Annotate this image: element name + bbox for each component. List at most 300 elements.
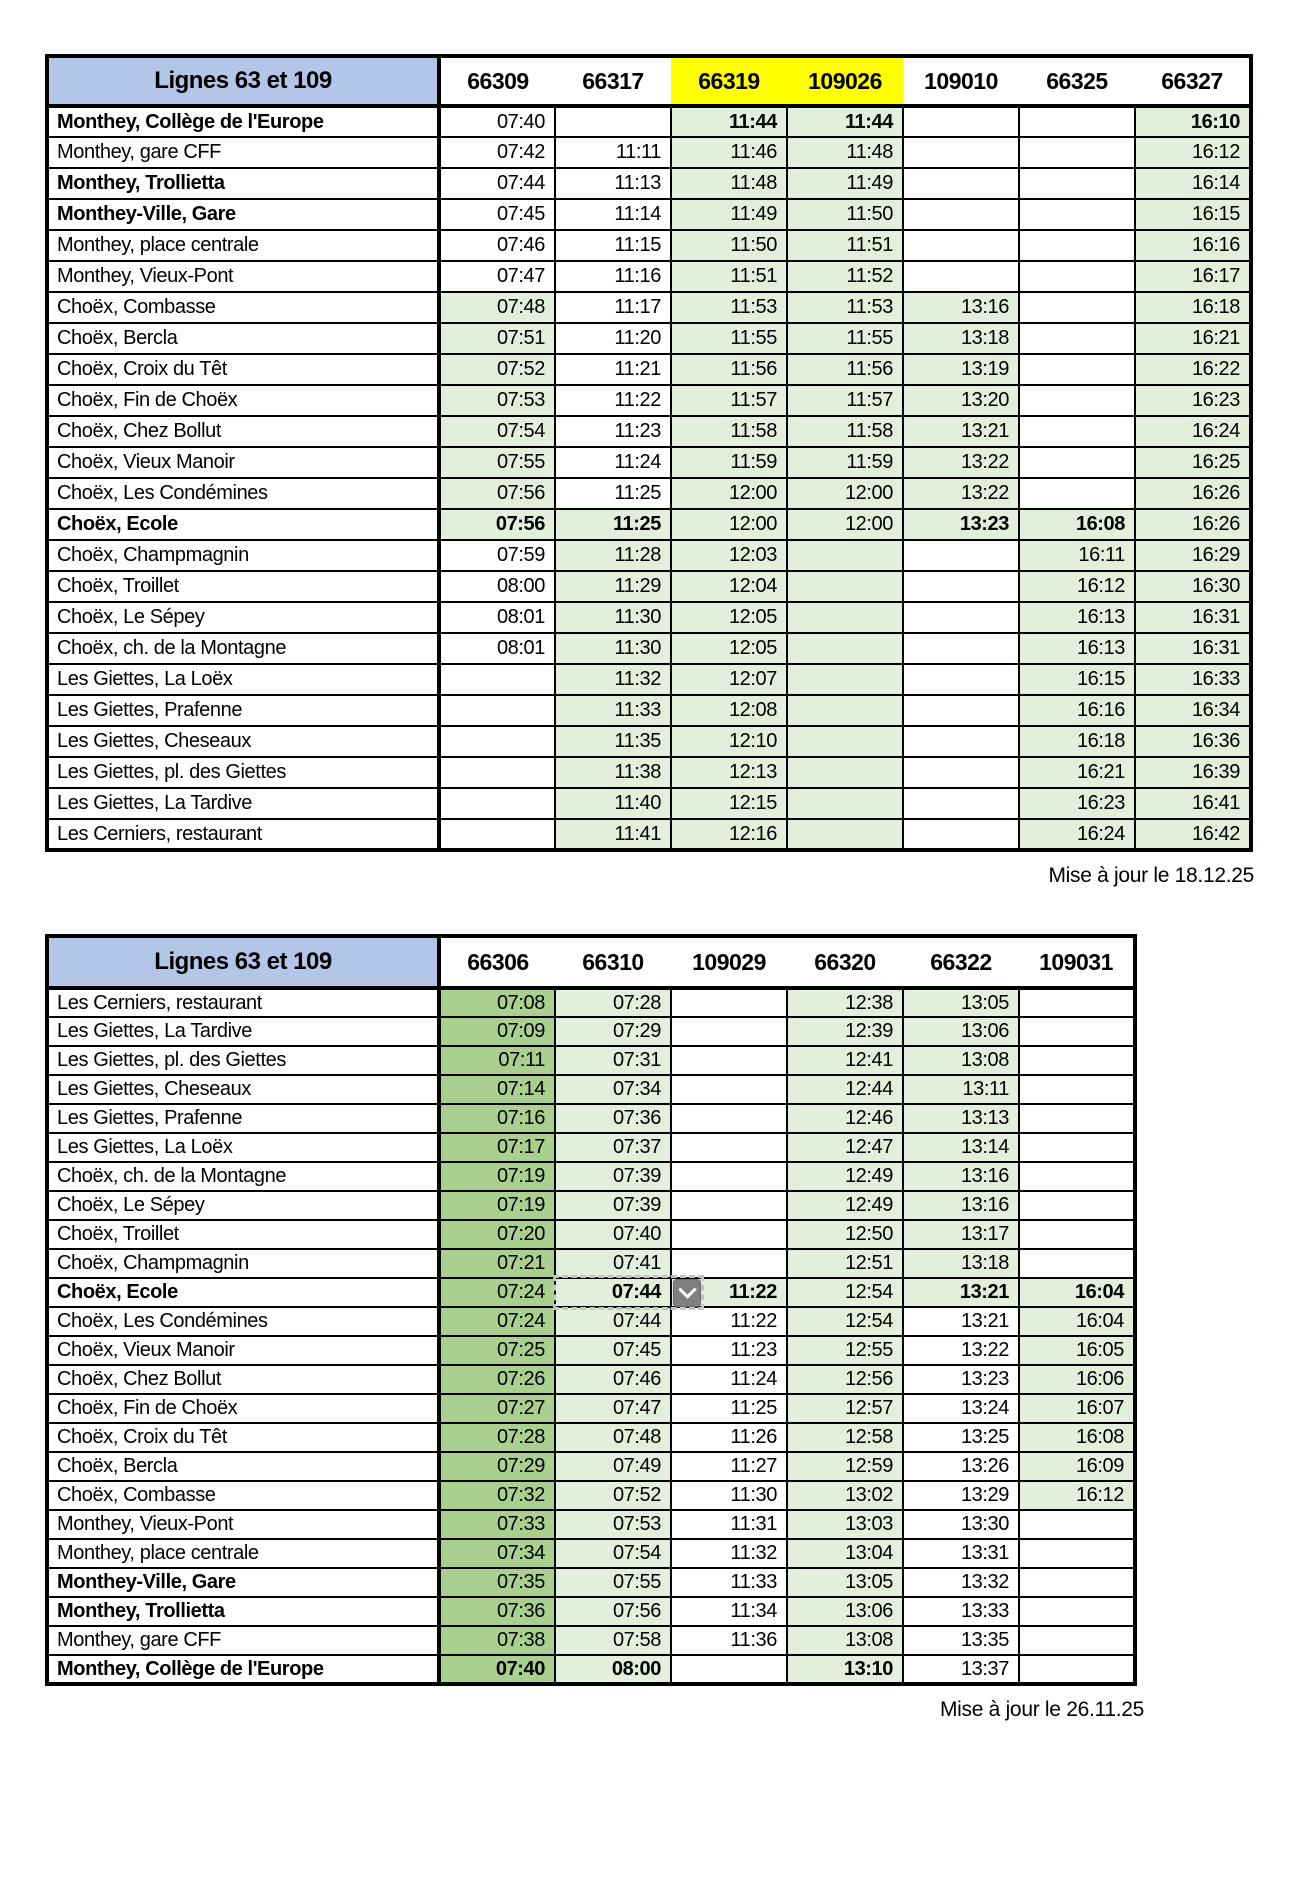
time-cell <box>1019 1510 1135 1539</box>
time-cell: 13:21 <box>903 1278 1019 1307</box>
time-cell: 13:20 <box>903 385 1019 416</box>
time-cell: 16:13 <box>1019 602 1135 633</box>
time-cell <box>671 1655 787 1684</box>
stop-cell: Choëx, Le Sépey <box>47 602 439 633</box>
time-cell <box>671 1191 787 1220</box>
stop-cell: Choëx, Chez Bollut <box>47 416 439 447</box>
table-row <box>47 1336 1135 1365</box>
time-cell: 07:56 <box>555 1597 671 1626</box>
time-cell: 07:35 <box>439 1568 555 1597</box>
stop-cell: Monthey, gare CFF <box>47 137 439 168</box>
time-cell: 11:51 <box>787 230 903 261</box>
stop-cell: Choëx, Champmagnin <box>47 540 439 571</box>
stop-cell: Choëx, ch. de la Montagne <box>47 633 439 664</box>
column-header-course: 66327 <box>1135 56 1251 106</box>
time-cell <box>671 1075 787 1104</box>
time-cell <box>1019 1075 1135 1104</box>
time-cell: 07:36 <box>439 1597 555 1626</box>
time-cell: 16:26 <box>1135 509 1251 540</box>
time-cell: 13:21 <box>903 1307 1019 1336</box>
time-cell: 12:47 <box>787 1133 903 1162</box>
time-cell: 13:14 <box>903 1133 1019 1162</box>
time-cell: 13:21 <box>903 416 1019 447</box>
time-cell: 11:24 <box>555 447 671 478</box>
time-cell <box>1019 1017 1135 1046</box>
table-row <box>47 1394 1135 1423</box>
time-cell: 07:48 <box>555 1423 671 1452</box>
table-row <box>47 726 1251 757</box>
header-row <box>47 56 1251 106</box>
time-cell: 07:55 <box>555 1568 671 1597</box>
time-cell: 16:12 <box>1135 137 1251 168</box>
time-cell: 11:35 <box>555 726 671 757</box>
update-note: Mise à jour le 18.12.25 <box>1048 864 1254 887</box>
stop-cell: Monthey-Ville, Gare <box>47 199 439 230</box>
time-cell: 13:03 <box>787 1510 903 1539</box>
stop-cell: Monthey, Collège de l'Europe <box>47 1655 439 1684</box>
stop-cell: Choëx, Fin de Choëx <box>47 385 439 416</box>
time-cell <box>903 106 1019 137</box>
stop-cell: Choëx, Combasse <box>47 292 439 323</box>
time-cell: 12:46 <box>787 1104 903 1133</box>
time-cell: 11:44 <box>671 106 787 137</box>
time-cell <box>1019 447 1135 478</box>
time-cell: 11:40 <box>555 788 671 819</box>
table-row <box>47 168 1251 199</box>
time-cell: 12:05 <box>671 602 787 633</box>
time-cell: 07:36 <box>555 1104 671 1133</box>
stop-cell: Monthey, Collège de l'Europe <box>47 106 439 137</box>
time-cell: 07:28 <box>439 1423 555 1452</box>
time-cell: 07:39 <box>555 1162 671 1191</box>
time-cell: 13:06 <box>903 1017 1019 1046</box>
time-cell: 13:31 <box>903 1539 1019 1568</box>
time-cell: 11:58 <box>671 416 787 447</box>
time-cell: 12:59 <box>787 1452 903 1481</box>
time-cell <box>787 602 903 633</box>
time-cell <box>1019 1046 1135 1075</box>
time-cell: 13:22 <box>903 1336 1019 1365</box>
time-cell <box>439 788 555 819</box>
time-cell: 11:20 <box>555 323 671 354</box>
time-cell: 07:29 <box>439 1452 555 1481</box>
time-cell: 07:19 <box>439 1191 555 1220</box>
time-cell: 13:25 <box>903 1423 1019 1452</box>
stop-cell: Choëx, Champmagnin <box>47 1249 439 1278</box>
time-cell: 07:58 <box>555 1626 671 1655</box>
time-cell <box>903 261 1019 292</box>
stop-cell: Les Giettes, Prafenne <box>47 695 439 726</box>
time-cell <box>787 540 903 571</box>
time-cell: 07:26 <box>439 1365 555 1394</box>
time-cell: 16:15 <box>1019 664 1135 695</box>
time-cell <box>1019 1220 1135 1249</box>
stop-cell: Les Giettes, La Loëx <box>47 1133 439 1162</box>
time-cell: 11:46 <box>671 137 787 168</box>
time-cell: 12:54 <box>787 1307 903 1336</box>
table-row <box>47 819 1251 850</box>
table-row <box>47 261 1251 292</box>
table-row <box>47 1655 1135 1684</box>
time-cell <box>903 168 1019 199</box>
time-cell <box>903 602 1019 633</box>
time-cell: 13:22 <box>903 447 1019 478</box>
time-cell: 11:30 <box>555 602 671 633</box>
time-cell: 12:15 <box>671 788 787 819</box>
autofill-options-button[interactable] <box>673 1279 701 1307</box>
time-cell: 16:23 <box>1019 788 1135 819</box>
stop-cell: Choëx, Croix du Têt <box>47 1423 439 1452</box>
time-cell: 08:01 <box>439 633 555 664</box>
time-cell: 11:25 <box>671 1394 787 1423</box>
table-row <box>47 664 1251 695</box>
time-cell: 16:24 <box>1135 416 1251 447</box>
time-cell <box>1019 1162 1135 1191</box>
column-header-course: 66309 <box>439 56 555 106</box>
time-cell: 12:38 <box>787 988 903 1017</box>
table-row <box>47 1452 1135 1481</box>
time-cell: 11:49 <box>787 168 903 199</box>
time-cell: 07:37 <box>555 1133 671 1162</box>
time-cell: 07:52 <box>555 1481 671 1510</box>
time-cell: 16:07 <box>1019 1394 1135 1423</box>
time-cell: 11:49 <box>671 199 787 230</box>
time-cell <box>671 1104 787 1133</box>
time-cell: 13:05 <box>903 988 1019 1017</box>
stop-cell: Choëx, ch. de la Montagne <box>47 1162 439 1191</box>
table-row <box>47 354 1251 385</box>
time-cell <box>1019 1568 1135 1597</box>
time-cell <box>903 695 1019 726</box>
stop-cell: Choëx, Fin de Choëx <box>47 1394 439 1423</box>
stop-cell: Choëx, Chez Bollut <box>47 1365 439 1394</box>
time-cell: 12:08 <box>671 695 787 726</box>
time-cell: 11:32 <box>671 1539 787 1568</box>
time-cell: 11:51 <box>671 261 787 292</box>
time-cell: 11:48 <box>787 137 903 168</box>
time-cell: 16:30 <box>1135 571 1251 602</box>
time-cell: 13:22 <box>903 478 1019 509</box>
time-cell: 07:17 <box>439 1133 555 1162</box>
time-cell <box>1019 1655 1135 1684</box>
time-cell: 16:06 <box>1019 1365 1135 1394</box>
time-cell: 11:41 <box>555 819 671 850</box>
time-cell: 16:16 <box>1019 695 1135 726</box>
table-row <box>47 540 1251 571</box>
time-cell: 16:39 <box>1135 757 1251 788</box>
table-row <box>47 1510 1135 1539</box>
stop-cell: Les Giettes, pl. des Giettes <box>47 1046 439 1075</box>
time-cell <box>555 106 671 137</box>
time-cell <box>439 726 555 757</box>
time-cell: 12:49 <box>787 1162 903 1191</box>
time-cell: 13:08 <box>787 1626 903 1655</box>
time-cell: 11:17 <box>555 292 671 323</box>
time-cell: 11:55 <box>787 323 903 354</box>
time-cell <box>1019 292 1135 323</box>
time-cell: 12:41 <box>787 1046 903 1075</box>
time-cell: 11:22 <box>671 1307 787 1336</box>
time-cell <box>1019 106 1135 137</box>
update-note: Mise à jour le 26.11.25 <box>939 1698 1144 1721</box>
stop-cell: Monthey, Trollietta <box>47 1597 439 1626</box>
time-cell: 16:36 <box>1135 726 1251 757</box>
time-cell: 13:32 <box>903 1568 1019 1597</box>
table-row <box>47 1626 1135 1655</box>
table-row <box>47 416 1251 447</box>
table-row <box>47 478 1251 509</box>
time-cell: 16:21 <box>1135 323 1251 354</box>
time-cell: 07:11 <box>439 1046 555 1075</box>
column-header-course: 109029 <box>671 936 787 988</box>
table-row <box>47 602 1251 633</box>
time-cell: 16:18 <box>1019 726 1135 757</box>
time-cell: 12:00 <box>787 478 903 509</box>
time-cell: 11:57 <box>671 385 787 416</box>
time-cell: 07:44 <box>439 168 555 199</box>
time-cell: 16:11 <box>1019 540 1135 571</box>
time-cell: 11:36 <box>671 1626 787 1655</box>
stop-cell: Les Giettes, La Tardive <box>47 788 439 819</box>
time-cell: 11:57 <box>787 385 903 416</box>
stop-cell: Choëx, Les Condémines <box>47 478 439 509</box>
time-cell: 07:47 <box>555 1394 671 1423</box>
time-cell: 11:21 <box>555 354 671 385</box>
time-cell: 16:12 <box>1019 571 1135 602</box>
time-cell <box>903 726 1019 757</box>
time-cell: 12:13 <box>671 757 787 788</box>
time-cell: 11:32 <box>555 664 671 695</box>
time-cell: 12:07 <box>671 664 787 695</box>
stop-cell: Choëx, Le Sépey <box>47 1191 439 1220</box>
table-title: Lignes 63 et 109 <box>47 936 439 988</box>
time-cell: 13:05 <box>787 1568 903 1597</box>
table-row <box>47 1133 1135 1162</box>
time-cell <box>787 788 903 819</box>
time-cell <box>671 1017 787 1046</box>
stop-cell: Choëx, Combasse <box>47 1481 439 1510</box>
time-cell <box>903 571 1019 602</box>
time-cell: 07:08 <box>439 988 555 1017</box>
time-cell: 07:46 <box>439 230 555 261</box>
time-cell: 07:53 <box>439 385 555 416</box>
time-cell: 16:08 <box>1019 1423 1135 1452</box>
time-cell <box>903 230 1019 261</box>
time-cell: 07:47 <box>439 261 555 292</box>
time-cell: 16:41 <box>1135 788 1251 819</box>
column-header-course: 66320 <box>787 936 903 988</box>
time-cell <box>671 988 787 1017</box>
time-cell: 11:28 <box>555 540 671 571</box>
time-cell: 13:16 <box>903 292 1019 323</box>
table-row <box>47 1597 1135 1626</box>
chevron-down-icon <box>678 1280 696 1298</box>
time-cell <box>1019 261 1135 292</box>
time-cell: 07:48 <box>439 292 555 323</box>
time-cell: 11:11 <box>555 137 671 168</box>
time-cell: 13:23 <box>903 1365 1019 1394</box>
time-cell: 07:24 <box>439 1307 555 1336</box>
table-row <box>47 1162 1135 1191</box>
header-row <box>47 936 1135 988</box>
time-cell: 07:16 <box>439 1104 555 1133</box>
column-header-course: 66310 <box>555 936 671 988</box>
time-cell <box>1019 1539 1135 1568</box>
time-cell: 16:15 <box>1135 199 1251 230</box>
time-cell: 11:50 <box>671 230 787 261</box>
table-row <box>47 137 1251 168</box>
time-cell: 13:23 <box>903 509 1019 540</box>
table-row <box>47 509 1251 540</box>
column-header-course: 66325 <box>1019 56 1135 106</box>
time-cell: 11:30 <box>555 633 671 664</box>
time-cell: 13:19 <box>903 354 1019 385</box>
time-cell <box>671 1220 787 1249</box>
time-cell <box>1019 323 1135 354</box>
time-cell: 16:12 <box>1019 1481 1135 1510</box>
time-cell: 16:17 <box>1135 261 1251 292</box>
table-row <box>47 633 1251 664</box>
table-row <box>47 385 1251 416</box>
time-cell: 07:33 <box>439 1510 555 1539</box>
time-cell <box>1019 478 1135 509</box>
time-cell: 12:00 <box>671 478 787 509</box>
time-cell: 13:17 <box>903 1220 1019 1249</box>
stop-cell: Monthey, Trollietta <box>47 168 439 199</box>
time-cell <box>1019 385 1135 416</box>
time-cell <box>1019 137 1135 168</box>
time-cell: 08:01 <box>439 602 555 633</box>
stop-cell: Les Giettes, Cheseaux <box>47 726 439 757</box>
time-cell: 07:59 <box>439 540 555 571</box>
time-cell: 16:42 <box>1135 819 1251 850</box>
time-cell: 07:25 <box>439 1336 555 1365</box>
time-cell <box>439 664 555 695</box>
time-cell: 08:00 <box>439 571 555 602</box>
time-cell: 08:00 <box>555 1655 671 1684</box>
time-cell: 11:25 <box>555 478 671 509</box>
stop-cell: Choëx, Ecole <box>47 509 439 540</box>
time-cell <box>439 757 555 788</box>
time-cell: 11:53 <box>671 292 787 323</box>
time-cell: 12:04 <box>671 571 787 602</box>
time-cell <box>1019 988 1135 1017</box>
time-cell: 07:39 <box>555 1191 671 1220</box>
time-cell <box>787 633 903 664</box>
stop-cell: Les Giettes, La Tardive <box>47 1017 439 1046</box>
time-cell: 12:49 <box>787 1191 903 1220</box>
time-cell: 12:39 <box>787 1017 903 1046</box>
stop-cell: Monthey-Ville, Gare <box>47 1568 439 1597</box>
time-cell: 16:04 <box>1019 1307 1135 1336</box>
time-cell: 12:44 <box>787 1075 903 1104</box>
table-row <box>47 1104 1135 1133</box>
stop-cell: Monthey, place centrale <box>47 1539 439 1568</box>
table-row <box>47 571 1251 602</box>
time-cell: 07:40 <box>439 1655 555 1684</box>
time-cell <box>1019 1104 1135 1133</box>
time-cell <box>903 540 1019 571</box>
column-header-course: 109026 <box>787 56 903 106</box>
time-cell: 07:42 <box>439 137 555 168</box>
time-cell <box>903 757 1019 788</box>
time-cell: 16:26 <box>1135 478 1251 509</box>
time-cell: 13:24 <box>903 1394 1019 1423</box>
time-cell: 07:52 <box>439 354 555 385</box>
time-cell: 07:54 <box>555 1539 671 1568</box>
time-cell: 16:18 <box>1135 292 1251 323</box>
time-cell: 07:32 <box>439 1481 555 1510</box>
time-cell: 07:14 <box>439 1075 555 1104</box>
time-cell <box>903 819 1019 850</box>
stop-cell: Choëx, Vieux Manoir <box>47 1336 439 1365</box>
time-cell: 11:48 <box>671 168 787 199</box>
column-header-course: 109010 <box>903 56 1019 106</box>
time-cell <box>787 571 903 602</box>
time-cell <box>1019 168 1135 199</box>
time-cell: 13:33 <box>903 1597 1019 1626</box>
time-cell <box>787 757 903 788</box>
time-cell: 13:29 <box>903 1481 1019 1510</box>
stop-cell: Choëx, Les Condémines <box>47 1307 439 1336</box>
stop-cell: Monthey, gare CFF <box>47 1626 439 1655</box>
time-cell: 07:21 <box>439 1249 555 1278</box>
time-cell <box>903 199 1019 230</box>
time-cell: 07:34 <box>555 1075 671 1104</box>
time-cell: 12:54 <box>787 1278 903 1307</box>
time-cell <box>1019 354 1135 385</box>
time-cell: 13:06 <box>787 1597 903 1626</box>
time-cell: 11:24 <box>671 1365 787 1394</box>
time-cell: 11:52 <box>787 261 903 292</box>
time-cell: 11:38 <box>555 757 671 788</box>
time-cell <box>1019 1626 1135 1655</box>
time-cell: 07:20 <box>439 1220 555 1249</box>
stop-cell: Les Giettes, La Loëx <box>47 664 439 695</box>
time-cell <box>671 1249 787 1278</box>
time-cell: 07:56 <box>439 509 555 540</box>
table-row <box>47 199 1251 230</box>
time-cell: 13:35 <box>903 1626 1019 1655</box>
time-cell: 11:15 <box>555 230 671 261</box>
time-cell: 07:31 <box>555 1046 671 1075</box>
time-cell: 13:16 <box>903 1191 1019 1220</box>
stop-cell: Choëx, Ecole <box>47 1278 439 1307</box>
time-cell: 11:30 <box>671 1481 787 1510</box>
table-row <box>47 447 1251 478</box>
table-row <box>47 106 1251 137</box>
table-row <box>47 1539 1135 1568</box>
time-cell: 13:37 <box>903 1655 1019 1684</box>
time-cell: 16:22 <box>1135 354 1251 385</box>
time-cell: 11:25 <box>555 509 671 540</box>
timetable-table-retour <box>45 934 1137 1686</box>
table-row <box>47 230 1251 261</box>
time-cell: 11:59 <box>671 447 787 478</box>
time-cell: 07:34 <box>439 1539 555 1568</box>
time-cell: 16:09 <box>1019 1452 1135 1481</box>
time-cell: 07:27 <box>439 1394 555 1423</box>
table-row <box>47 1075 1135 1104</box>
stop-cell: Choëx, Bercla <box>47 1452 439 1481</box>
time-cell: 16:29 <box>1135 540 1251 571</box>
time-cell: 07:44 <box>555 1278 671 1307</box>
time-cell: 11:22 <box>555 385 671 416</box>
time-cell: 16:34 <box>1135 695 1251 726</box>
time-cell: 13:02 <box>787 1481 903 1510</box>
table-row <box>47 757 1251 788</box>
time-cell: 16:04 <box>1019 1278 1135 1307</box>
